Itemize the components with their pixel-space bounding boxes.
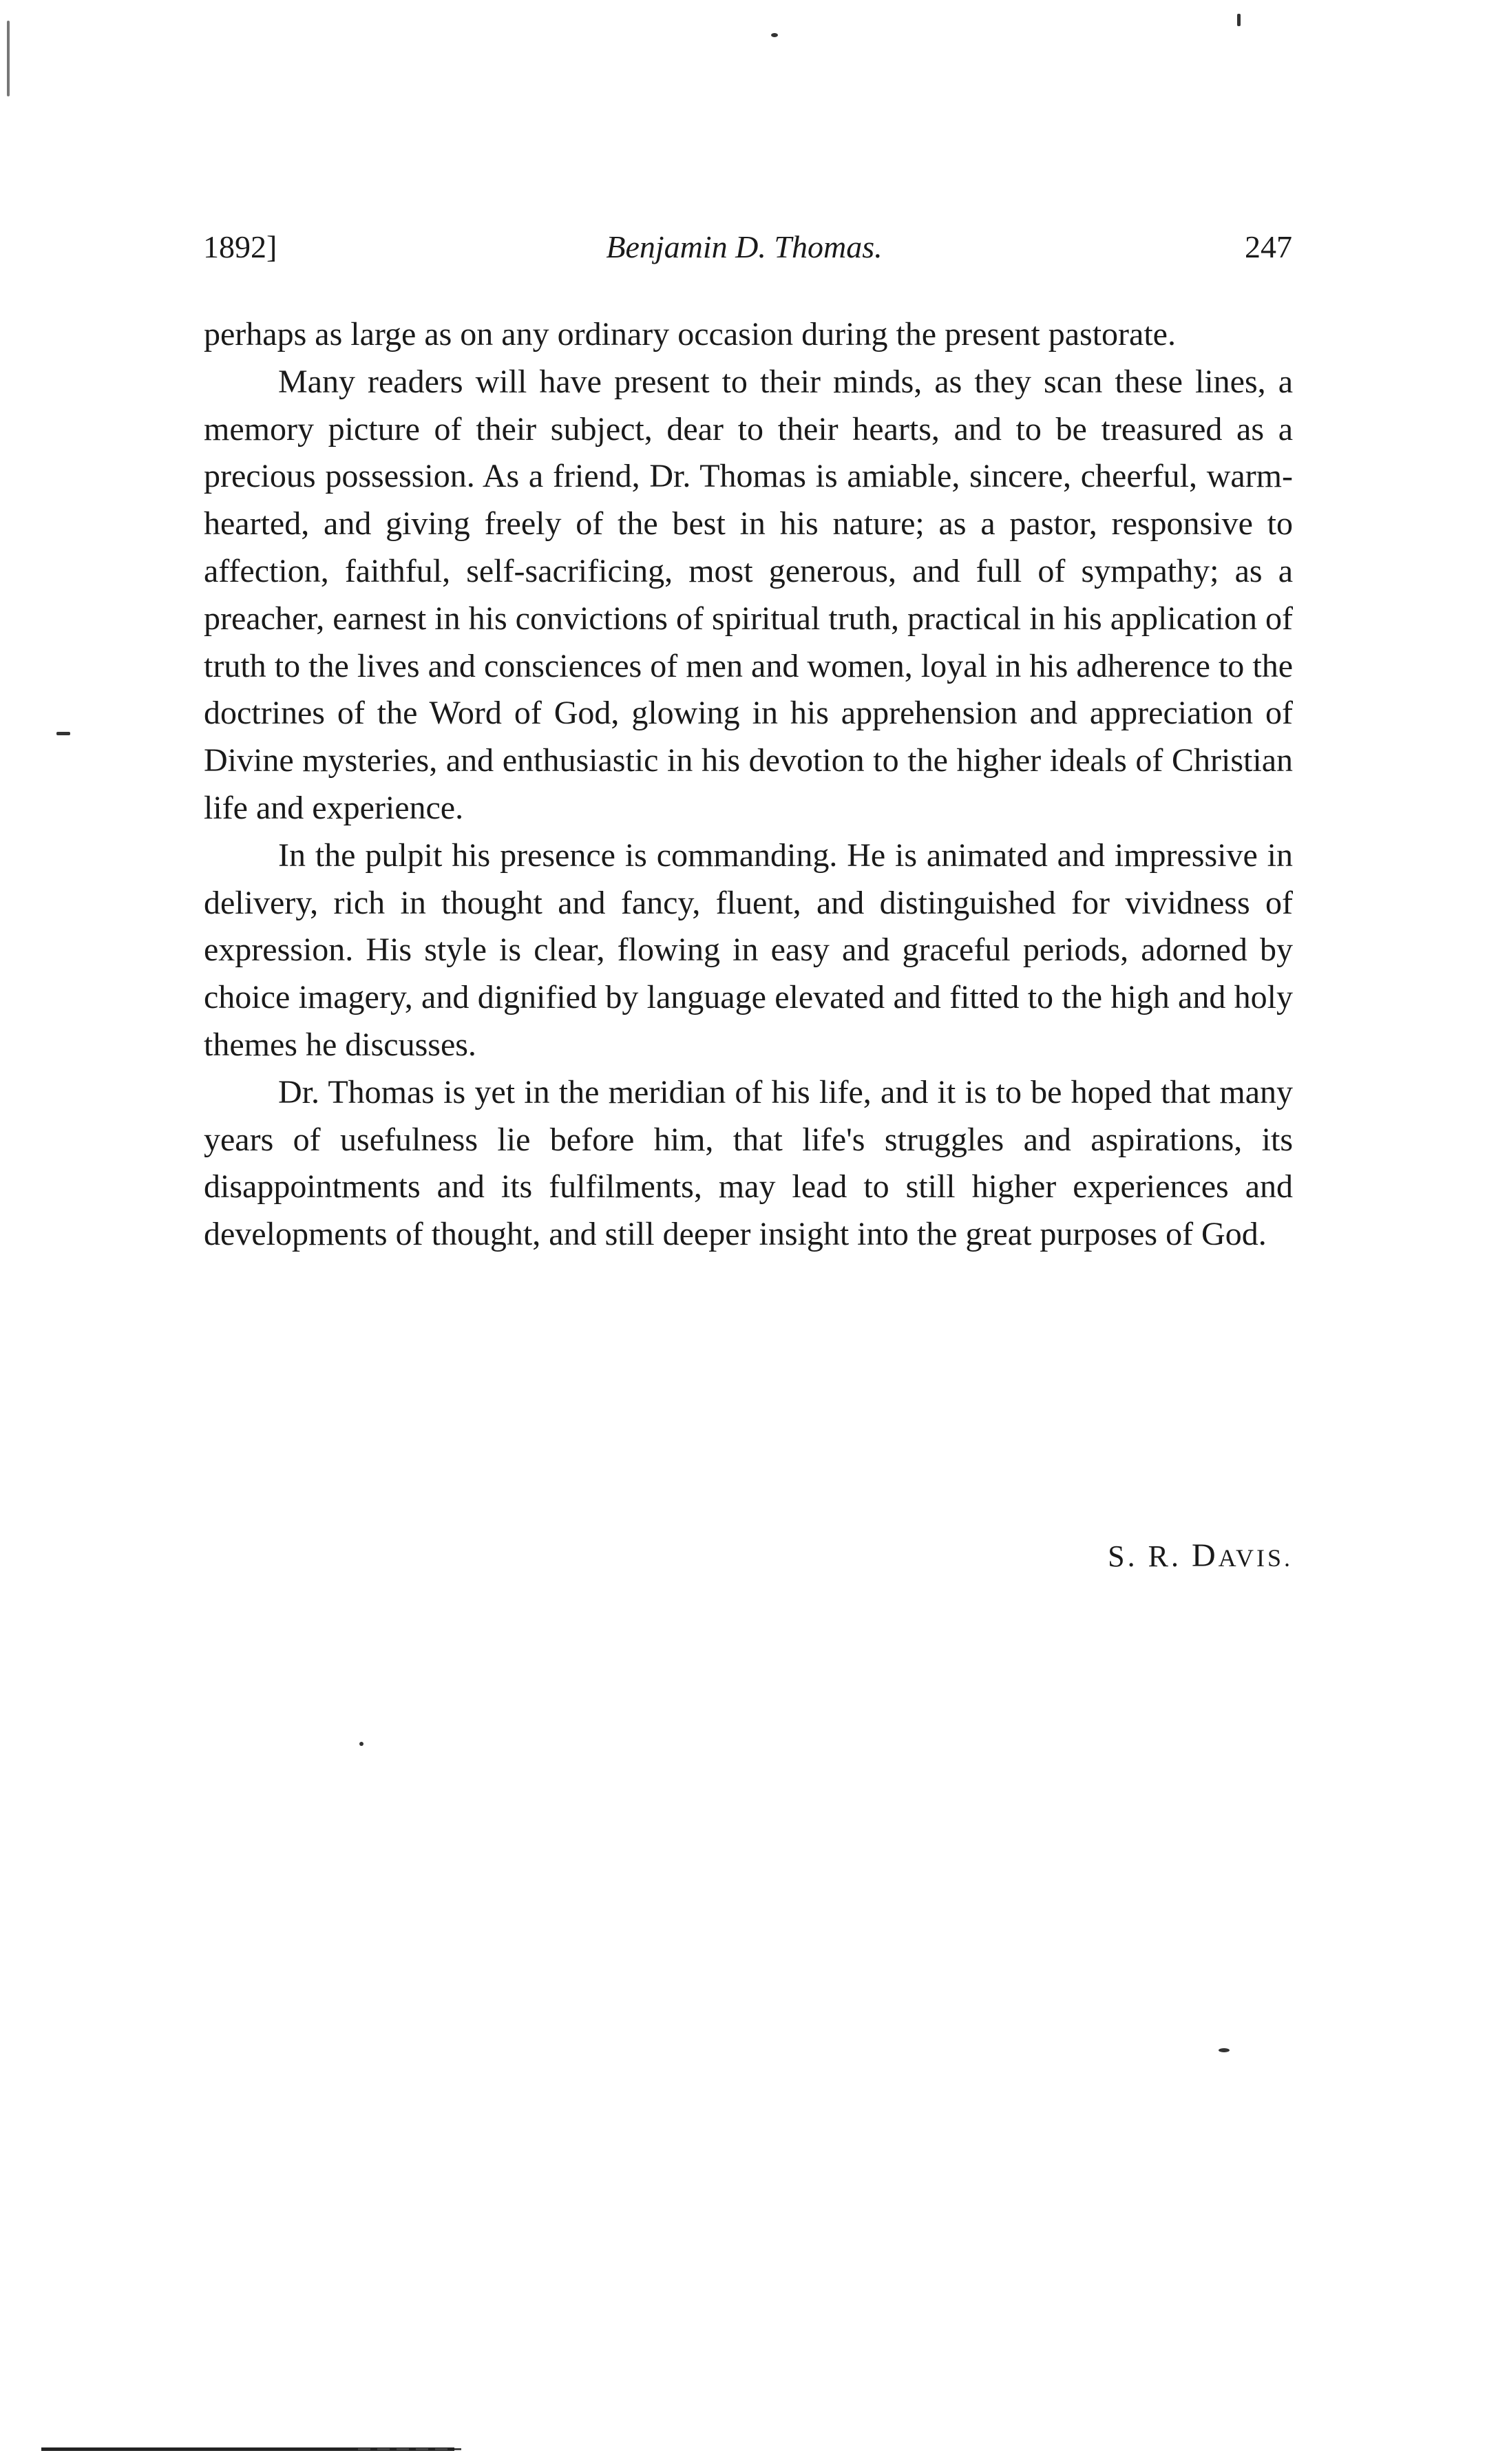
body-text — [204, 311, 1293, 1259]
scan-speck — [7, 21, 10, 96]
signature-initials: S. R. — [1108, 1539, 1181, 1573]
header-year: 1892] — [203, 229, 277, 264]
signature-surname-rest: AVIS. — [1218, 1544, 1293, 1572]
scan-speck — [56, 732, 70, 735]
paragraph-1: perhaps as large as on any ordinary occasion during the present pastorate. — [204, 316, 1176, 352]
scan-speck — [359, 1742, 363, 1746]
paragraph-4: Dr. Thomas is yet in the meridian of his life, and it is to be hoped that many years of usefulness lie before him, that life's struggles and aspirations, its disappointments and its fulfilments, may lead to still higher experiences and developments of thought, and still deeper insight into the great purposes of God. — [204, 1073, 1293, 1253]
scan-speck — [1219, 2048, 1230, 2052]
author-signature — [204, 1537, 1293, 1575]
running-header — [196, 229, 1292, 284]
paragraph-3: In the pulpit his presence is commanding. He is animated and impressive in delivery, rich in thought and fancy, fluent, and distinguished for vividness of expression. His style is clear, flowing in easy and graceful periods, adorned by choice imagery, and dignified by language elevated and fitted to the high and holy themes he discusses. — [204, 836, 1293, 1063]
paragraph-2: Many readers will have present to their minds, as they scan these lines, a memory picture of their subject, dear to their hearts, and to be treasured as a precious possession. As a friend, Dr. Thomas is amiable, sincere, cheerful, warm-hearted, and giving freely of the best in his nature; as a pastor, responsive to affection, faithful, self-sacrificing, most generous, and full of sympathy; as a preacher, earnest in his convictions of spiritual truth, practical in his application of truth to the lives and consciences of men and women, loyal in his adherence to the doctrines of the Word of God, glowing in his apprehension and appreciation of Divine mysteries, and enthusiastic in his devotion to the higher ideals of Christian life and experience. — [204, 363, 1293, 826]
running-title: Benjamin D. Thomas. — [606, 229, 883, 264]
scan-speck — [1237, 14, 1241, 26]
signature-surname-initial: D — [1191, 1537, 1219, 1574]
page-number: 247 — [1245, 229, 1292, 264]
scan-edge-rule-dashed — [358, 2448, 461, 2450]
scan-speck — [771, 33, 778, 37]
